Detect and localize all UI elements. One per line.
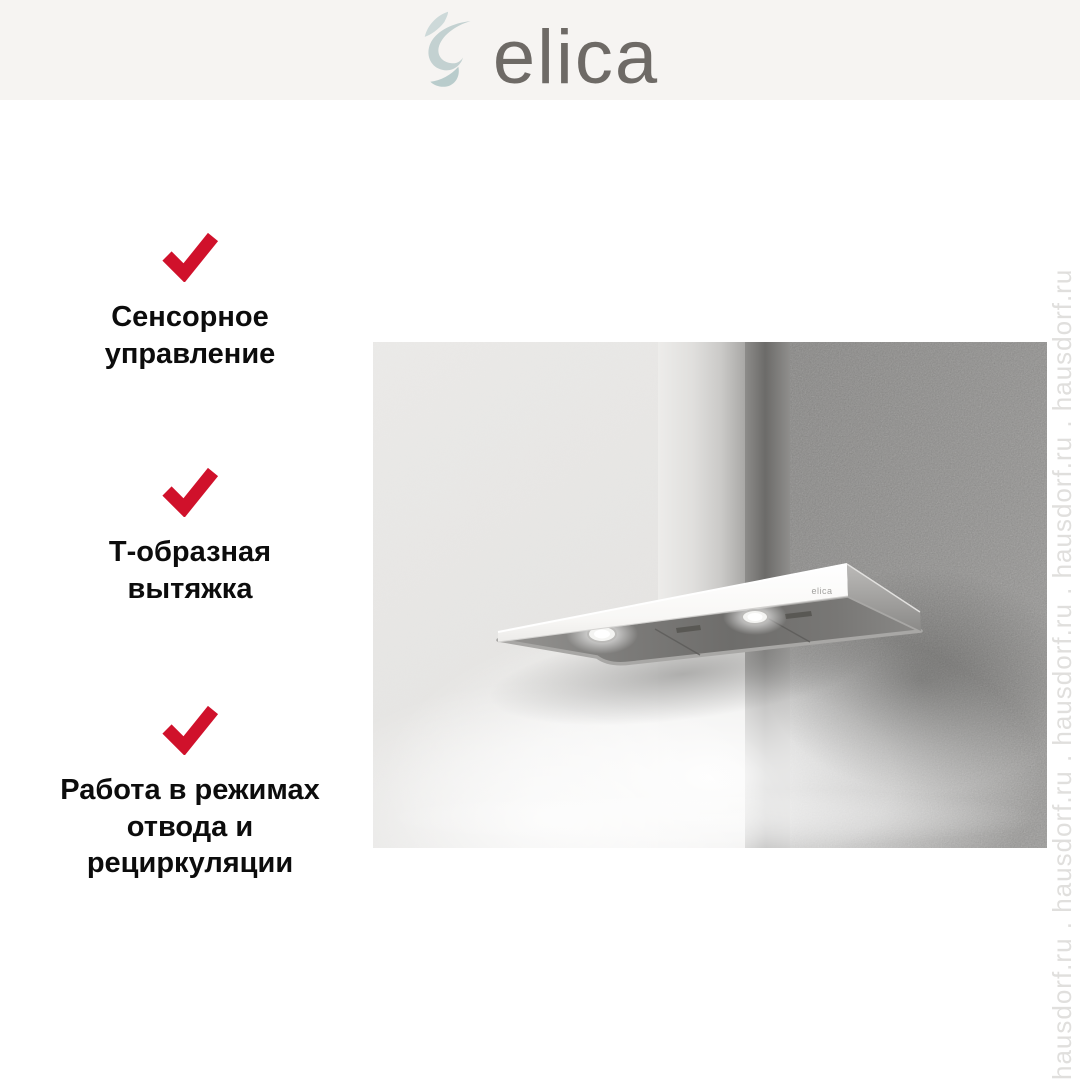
checkmark-icon bbox=[159, 461, 221, 517]
feature-item-touch-control bbox=[52, 226, 328, 372]
feature-label: Работа в режимах отвода и рециркуляции bbox=[60, 774, 320, 880]
photo-bottom-blend bbox=[373, 788, 1047, 848]
brand-name: elica bbox=[492, 15, 660, 101]
checkmark-icon bbox=[159, 226, 221, 282]
chimney-duct bbox=[658, 342, 745, 608]
hood-light-left-core bbox=[594, 630, 610, 639]
feature-item-t-shape bbox=[52, 461, 328, 607]
hood-panel-logo: elica bbox=[811, 586, 833, 596]
watermark: hausdorf.ru . hausdorf.ru . hausdorf.ru . hausdorf.ru . hausdorf.ru bbox=[1047, 268, 1077, 1080]
feature-label: Т-образная вытяжка bbox=[108, 536, 272, 605]
hood-light-right-core bbox=[748, 613, 763, 621]
feature-item-modes bbox=[52, 699, 328, 882]
brand-logo bbox=[421, 8, 660, 101]
product-photo bbox=[373, 342, 1047, 848]
kitchen-hood-scene bbox=[373, 342, 1047, 848]
checkmark-icon bbox=[159, 699, 221, 755]
feature-label: Сенсорное управление bbox=[104, 301, 276, 370]
header bbox=[0, 0, 1080, 100]
elica-swirl-icon bbox=[421, 8, 477, 92]
